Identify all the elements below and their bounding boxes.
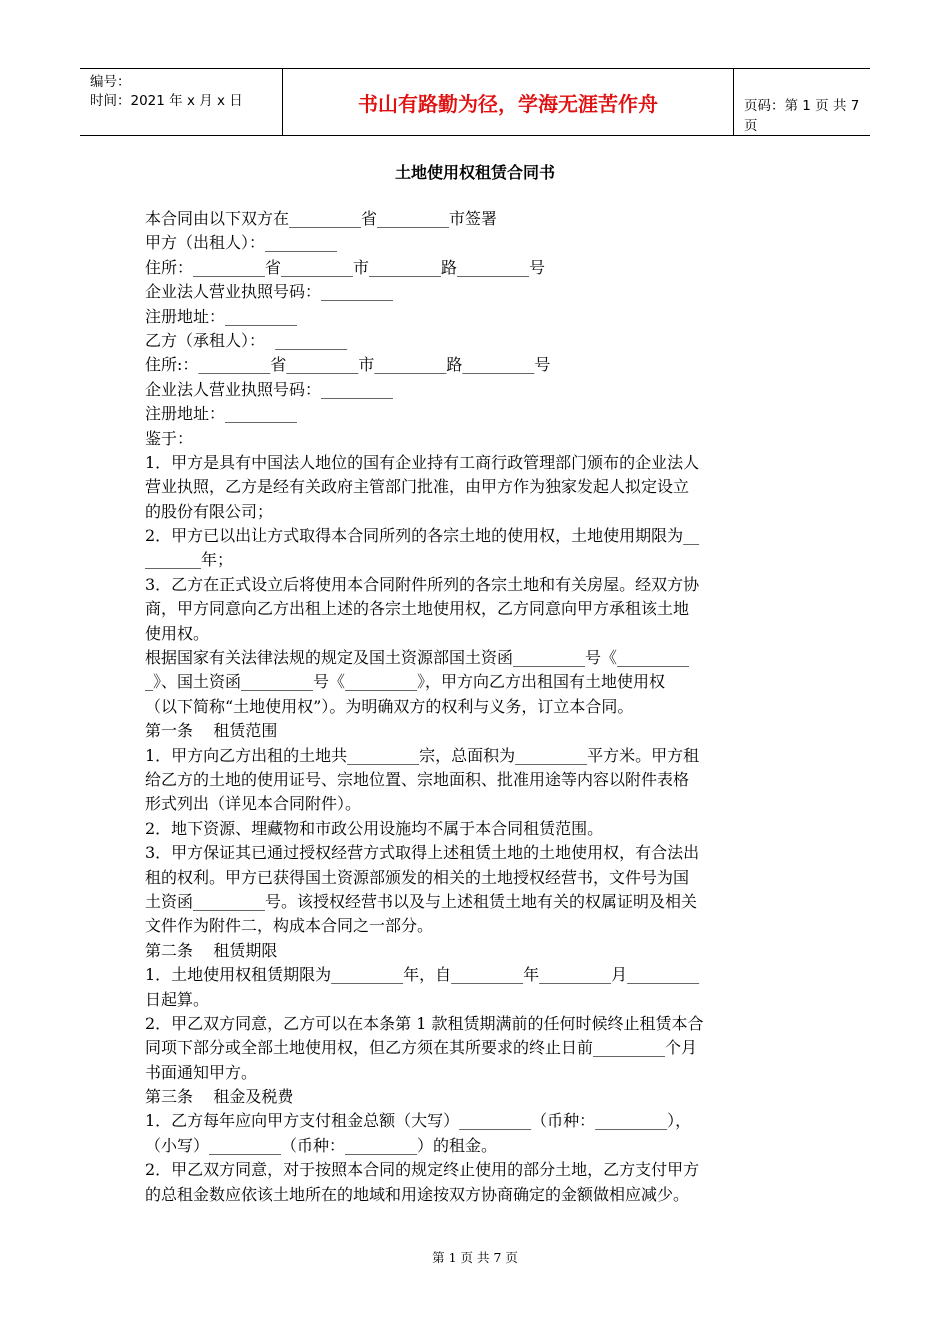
contract-line: _______年； — [145, 550, 234, 570]
contract-line: 3．甲方保证其已通过授权经营方式取得上述租赁土地的土地使用权，有合法出 — [145, 843, 700, 863]
contract-line: 企业法人营业执照号码：_________ — [145, 379, 394, 399]
contract-line: （以下简称“土地使用权”）。为明确双方的权利与义务，订立本合同。 — [145, 696, 634, 716]
contract-line: 甲方（出租人）：_________ — [145, 233, 338, 253]
document-time-label: 时间：2021 年 x 月 x 日 — [90, 93, 243, 109]
header-page-number: 页码：第 1 页 共 7 页 — [744, 98, 860, 134]
contract-line: 鉴于： — [145, 428, 194, 448]
contract-line: 同项下部分或全部土地使用权，但乙方须在其所要求的终止日前_________个月 — [145, 1038, 698, 1058]
header-info — [80, 69, 282, 135]
contract-line: 文件作为附件二，构成本合同之一部分。 — [145, 916, 434, 936]
contract-line: 租的权利。甲方已获得国土资源部颁发的相关的土地授权经营书，文件号为国 — [145, 867, 690, 887]
document-number-label: 编号： — [90, 74, 131, 90]
contract-line: 住所:：_________省_________市_________路_________号 — [145, 355, 551, 375]
contract-line: 第三条 租金及税费 — [145, 1087, 294, 1107]
contract-line: 土资函_________号。该授权经营书以及与上述租赁土地有关的权属证明及相关 — [145, 891, 698, 911]
contract-line: 给乙方的土地的使用证号、宗地位置、宗地面积、批准用途等内容以附件表格 — [145, 769, 690, 789]
contract-line: 2．地下资源、埋藏物和市政公用设施均不属于本合同租赁范围。 — [145, 818, 604, 838]
contract-line: 日起算。 — [145, 989, 210, 1009]
contract-line: 2．甲乙双方同意，对于按照本合同的规定终止使用的部分土地，乙方支付甲方 — [145, 1160, 700, 1180]
contract-line: 1．乙方每年应向甲方支付租金总额（大写）_________（币种：_________）， — [145, 1111, 692, 1131]
contract-line: 1．土地使用权租赁期限为_________年，自_________年_________月_________ — [145, 965, 700, 985]
contract-line: （小写）_________（币种：_________）的租金。 — [145, 1135, 498, 1155]
contract-line: _》、国土资函_________号《_________》，甲方向乙方出租国有土地使用权 — [145, 672, 666, 692]
contract-line: 注册地址：_________ — [145, 404, 298, 424]
contract-line: 使用权。 — [145, 623, 210, 643]
contract-line: 本合同由以下双方在_________省_________市签署 — [145, 209, 498, 228]
contract-line: 2．甲方已以出让方式取得本合同所列的各宗土地的使用权，土地使用期限为__ — [145, 526, 700, 546]
contract-line: 3．乙方在正式设立后将使用本合同附件所列的各宗土地和有关房屋。经双方协 — [145, 574, 700, 594]
contract-line: 商，甲方同意向乙方出租上述的各宗土地使用权，乙方同意向甲方承租该土地 — [145, 599, 690, 619]
contract-line: 第二条 租赁期限 — [145, 940, 278, 960]
contract-line: 企业法人营业执照号码：_________ — [145, 282, 394, 302]
contract-line: 乙方（承租人）： _________ — [145, 330, 348, 350]
page-header — [80, 68, 870, 136]
contract-line: 注册地址：_________ — [145, 306, 298, 326]
page-footer: 第 1 页 共 7 页 — [432, 1250, 518, 1265]
header-motto: 书山有路勤为径，学海无涯苦作舟 — [282, 69, 734, 135]
contract-line: 的总租金数应依该土地所在的地域和用途按双方协商确定的金额做相应减少。 — [145, 1184, 690, 1204]
contract-body — [145, 207, 810, 1207]
contract-line: 第一条 租赁范围 — [145, 721, 278, 741]
contract-line: 1．甲方是具有中国法人地位的国有企业持有工商行政管理部门颁布的企业法人 — [145, 452, 700, 472]
document-title: 土地使用权租赁合同书 — [394, 163, 555, 182]
contract-line: 根据国家有关法律法规的规定及国土资源部国土资函_________号《_________ — [145, 648, 690, 668]
contract-line: 营业执照，乙方是经有关政府主管部门批准，由甲方作为独家发起人拟定设立 — [145, 477, 690, 497]
contract-line: 2．甲乙双方同意，乙方可以在本条第 1 款租赁期满前的任何时候终止租赁本合 — [145, 1013, 704, 1033]
contract-line: 住所：_________省_________市_________路_________号 — [145, 257, 546, 277]
contract-line: 1．甲方向乙方出租的土地共_________宗，总面积为_________平方米。甲方租 — [145, 745, 700, 765]
contract-line: 书面通知甲方。 — [145, 1062, 258, 1082]
contract-line: 的股份有限公司； — [145, 501, 274, 521]
contract-line: 形式列出（详见本合同附件）。 — [145, 794, 362, 814]
